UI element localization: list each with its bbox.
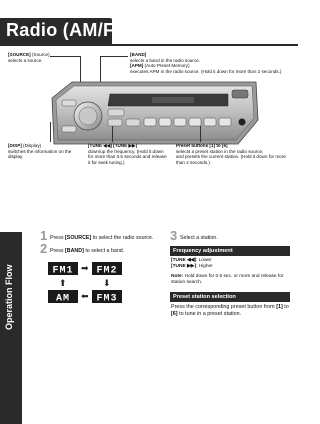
step-1-pre: Press <box>50 235 66 241</box>
preset-term: Preset buttons [1] to [6] <box>176 143 228 148</box>
preset-post: to tune in a preset station. <box>177 310 242 317</box>
source-desc: selects a source. <box>8 57 43 63</box>
callout-band <box>130 52 300 74</box>
band-line1: selects a band in the radio source. <box>130 57 200 63</box>
frequency-adjustment-body <box>171 258 293 286</box>
band-fm3-label: FM3 <box>96 293 118 303</box>
band-fm1-display <box>48 262 78 275</box>
band-fm2-display <box>92 262 122 275</box>
note-label: Note: <box>171 274 184 279</box>
step-1-post: to select the radio source. <box>91 235 154 241</box>
band-am-display <box>48 290 78 303</box>
band-line2: executes APM in the radio source. (Hold it down for more than 2 seconds.) <box>130 68 282 74</box>
apm-term: [APM] <box>130 63 144 69</box>
band-leader <box>100 56 128 57</box>
title-rule <box>112 44 298 46</box>
page-title: Radio (AM/FM) <box>6 20 136 40</box>
band-fm1-label: FM1 <box>52 265 74 275</box>
step-3-text: Select a station. <box>180 235 218 241</box>
callout-source <box>8 52 68 63</box>
preset-line2: and presets the current station. (Hold it down for more <box>176 154 286 160</box>
preset-line1: selects a preset station in the radio source, <box>176 148 264 154</box>
preset-mid: to <box>282 304 289 310</box>
note-text: Hold down for 0.5 sec. or more and release for station search. <box>171 274 284 285</box>
disp-term: [DISP] <box>8 143 22 148</box>
step-3-number: 3 <box>170 228 178 243</box>
radio-unit-illustration <box>48 76 260 148</box>
tune-lower-key: [TUNE ◀◀] <box>171 258 196 263</box>
band-fm2-label: FM2 <box>96 265 118 275</box>
preset-station-body <box>171 304 293 317</box>
disp-line2: display. <box>8 154 24 160</box>
callout-tune <box>88 143 178 165</box>
step-2-text <box>50 248 124 254</box>
step-2-key: [BAND] <box>65 248 84 254</box>
callout-disp <box>8 143 78 160</box>
step-1-number: 1 <box>40 228 48 243</box>
tune-leader-v <box>112 126 113 142</box>
callout-preset <box>176 143 298 165</box>
tune-higher-key: [TUNE ▶▶] <box>171 264 196 269</box>
tune-line2: for more than 0.5 seconds and release <box>88 154 167 160</box>
step-1-key: [SOURCE] <box>65 235 92 241</box>
frequency-adjustment-heading: Frequency adjustment <box>170 246 290 256</box>
preset-pre: Press the corresponding preset button from <box>171 304 277 310</box>
tune-line3: it for seek tuning.) <box>88 159 125 165</box>
tune-term: [TUNE ◀◀] [TUNE ▶▶] <box>88 143 138 148</box>
band-term: [BAND] <box>130 52 147 57</box>
step-2-pre: Press <box>50 248 66 254</box>
preset-key-1: [1] <box>276 304 283 310</box>
band-fm3-display <box>92 290 122 303</box>
tune-lower-text: : Lower <box>195 258 212 263</box>
step-1-text <box>50 235 153 241</box>
step-2-post: to select a band. <box>83 248 125 254</box>
apm-paren: (Auto Preset Memory) <box>143 63 190 69</box>
step-2-number: 2 <box>40 241 48 256</box>
tune-higher-text: : Higher <box>195 264 213 269</box>
disp-paren: (Display) <box>21 143 42 148</box>
preset-key-6: [6] <box>171 310 178 317</box>
arrow-left-icon: ⬅ <box>81 291 89 301</box>
disp-leader-v <box>50 122 51 142</box>
preset-leader-v <box>200 126 201 142</box>
disp-line1: switches the information on the <box>8 148 72 154</box>
source-leader <box>50 56 80 57</box>
arrow-down-icon: ⬇ <box>103 278 111 288</box>
arrow-up-icon: ⬆ <box>59 278 67 288</box>
operation-flow-label: Operation Flow <box>4 264 14 330</box>
source-term: [SOURCE] <box>8 52 31 57</box>
source-paren: (Source) <box>30 52 50 57</box>
arrow-right-icon: ➡ <box>81 263 89 273</box>
tune-line1: down/up the frequency. (Hold it down <box>88 148 164 154</box>
preset-line3: than 2 seconds.) <box>176 159 210 165</box>
band-am-label: AM <box>55 293 71 303</box>
preset-station-heading: Preset station selection <box>170 292 290 302</box>
